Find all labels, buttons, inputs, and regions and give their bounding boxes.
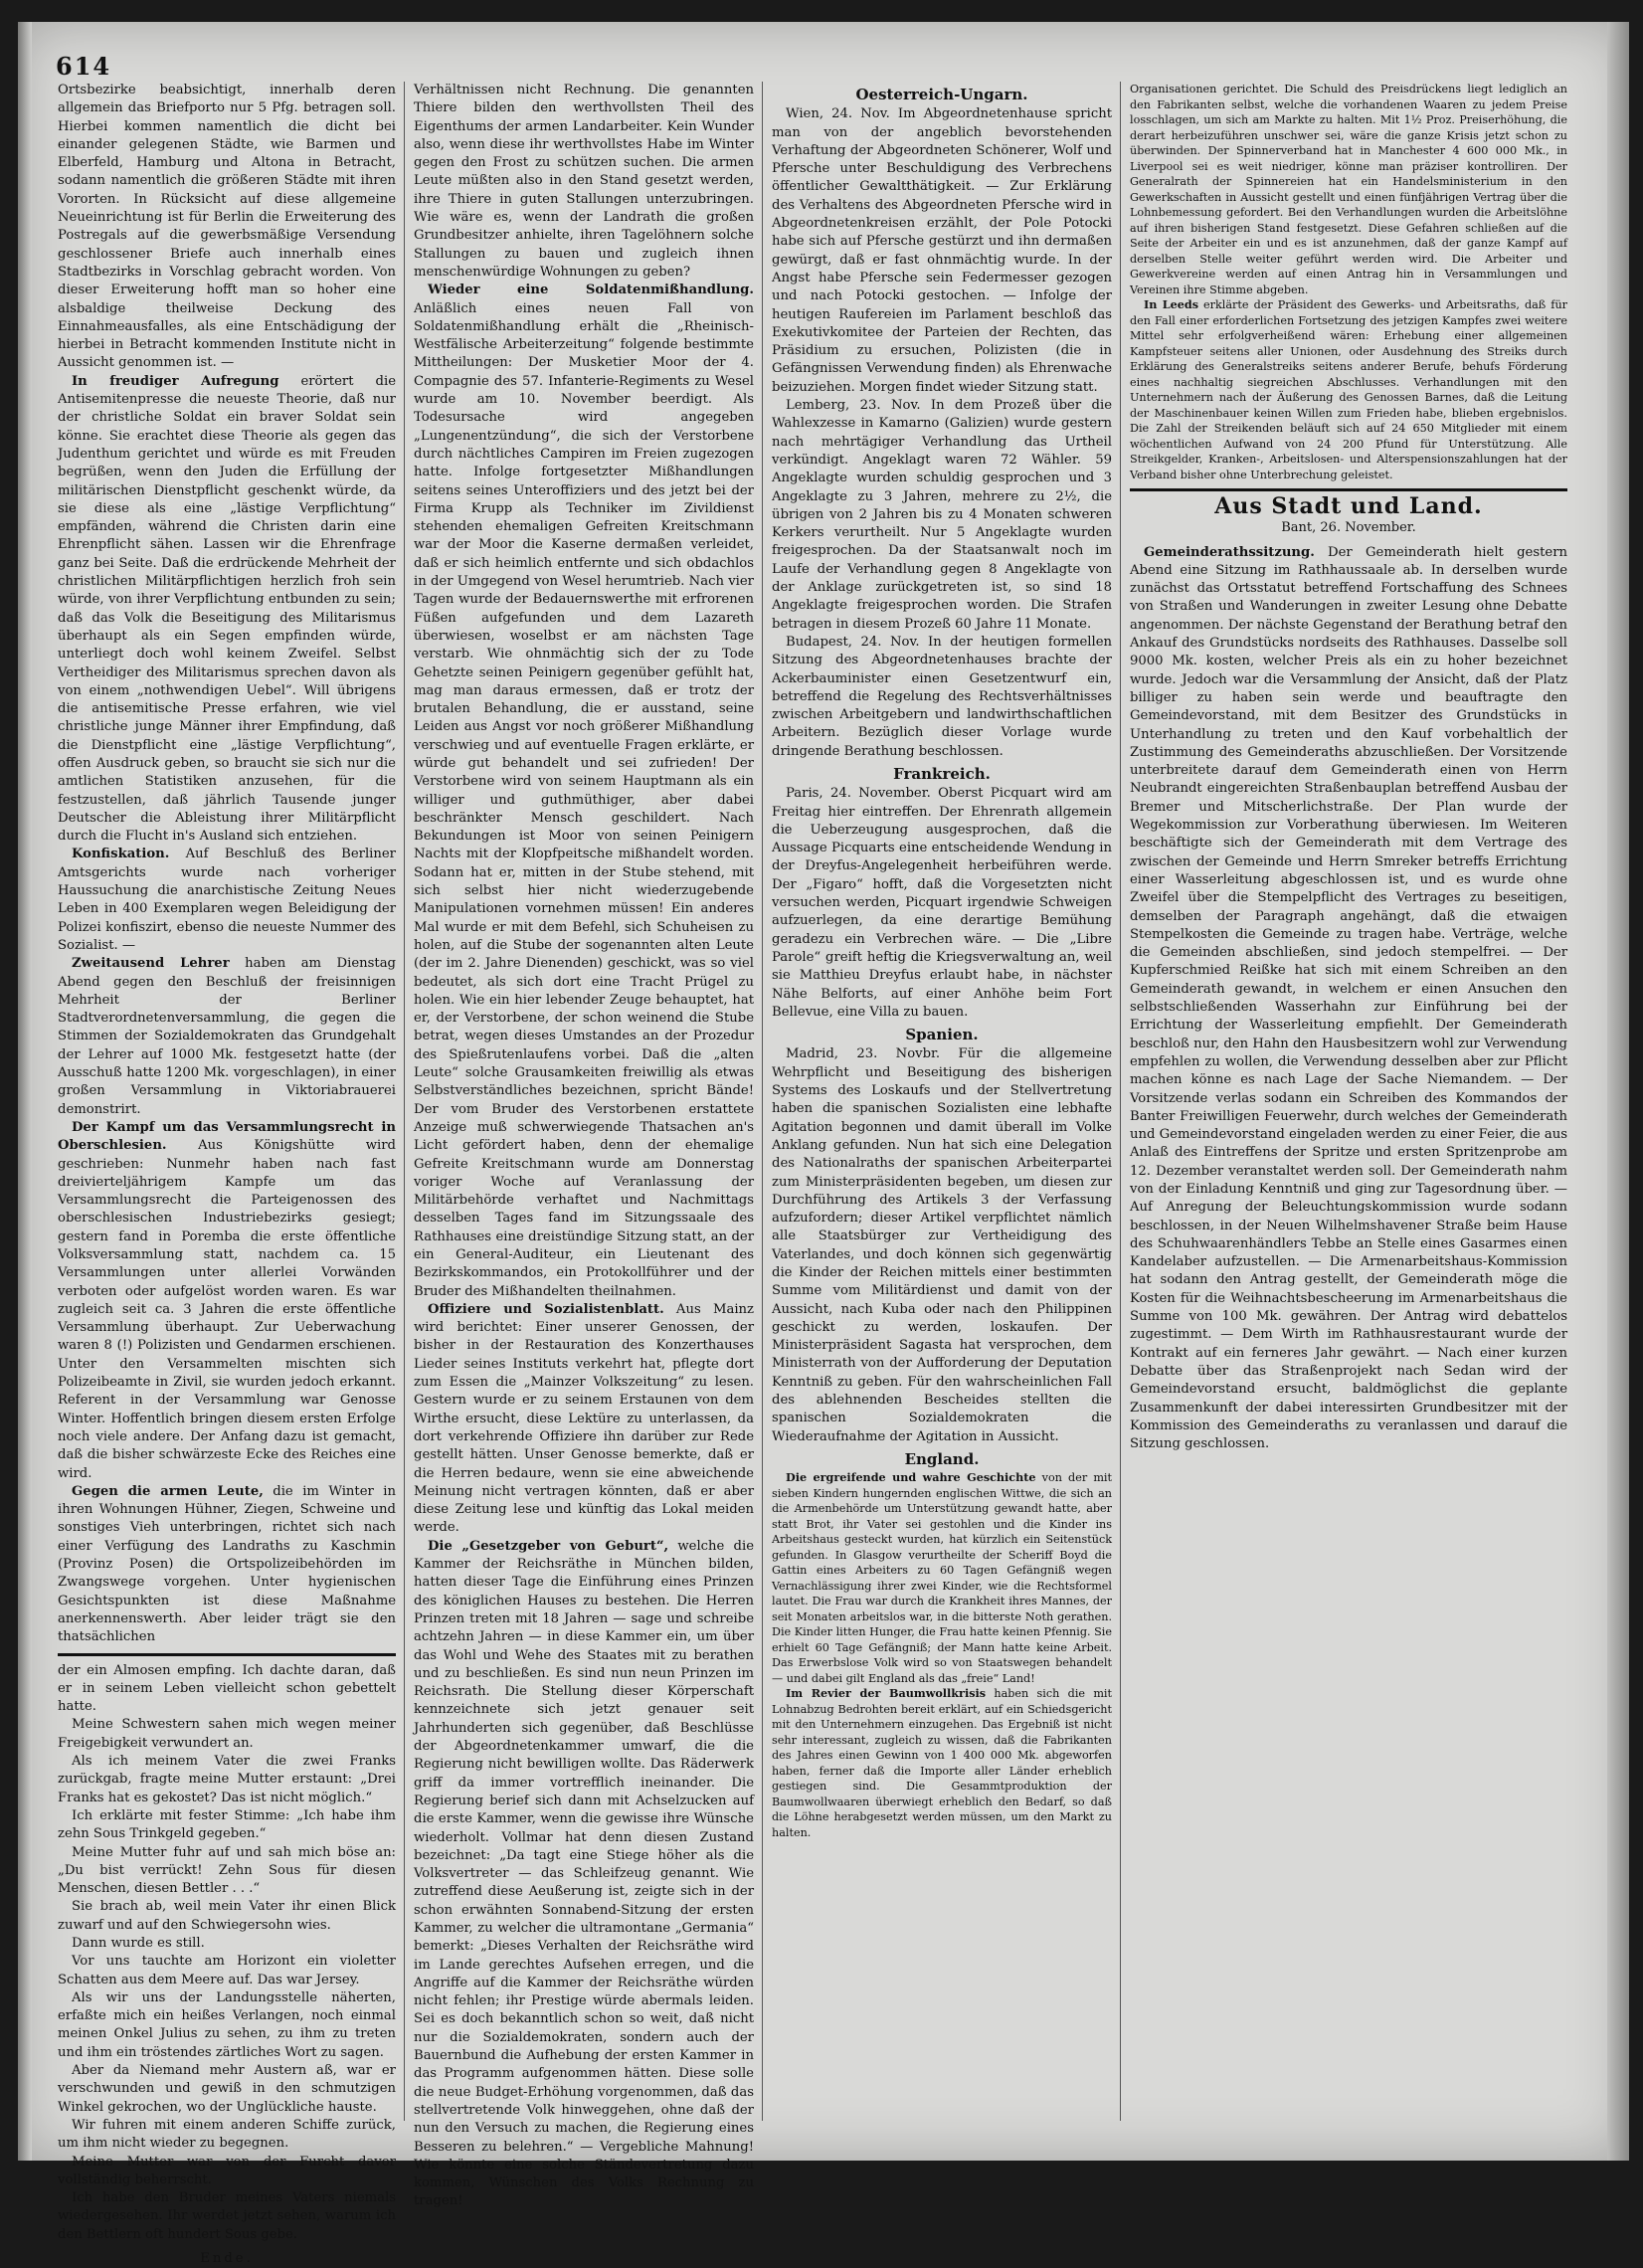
feuilleton-text: Dann wurde es still. [72,1935,205,1951]
feuilleton-text: Als wir uns der Landungsstelle näherten, erfaßte mich ein heißes Verlangen, noch einmal meinen Onkel Julius zu sehen, zu ihm zu treten und ihm ein tröstendes zärtliches Wort zu sagen. [58,1989,396,2060]
page-number: 614 [56,52,112,81]
news-item [772,1686,1112,1840]
section-heading: Spanien. [905,1026,979,1044]
article [414,282,754,1301]
news-item [772,1470,1112,1686]
feuilleton-text: Vor uns tauchte am Horizont ein violetter Schatten aus dem Meere auf. Das war Jersey. [58,1954,396,1987]
section-heading: Frankreich. [893,764,991,783]
scanned-page [18,22,1629,2267]
section-heading: Oesterreich-Ungarn. [855,86,1028,103]
page-left-edge [18,22,32,2161]
feuilleton-text: Meine Schwestern sahen mich wegen meiner Freigebigkeit verwundert an. [58,1717,396,1751]
article-text: welche die Kammer der Reichsräthe in München bilden, hatten dieser Tage die Einführung eines Prinzen des königlichen Hauses zu bestehen. Die Herren Prinzen treten mit 18 Jahren — sage und schreibe achtzehn Jahren — in diese Kammer ein, um über das Wohl und Wehe des Staates mit zu berathen und zu beschließen. Es sind nun neun Prinzen im Reichsrath. Die Stellung dieser Körperschaft kennzeichnete sich jetzt genauer seit Jahrhunderten sich gegenüber, daß Beschlüsse der Abgeordnetenkammer umwarf, die die Regierung nicht bewilligen wollte. Das Räderwerk griff da immer vortrefflich ineinander. Die Regierung berief sich dann mit Achselzucken auf die erste Kammer, wenn die gewisse ihre Wünsche wiederholt. Vollmar hat denn diesen Zustand bezeichnet: „Da tagt eine Stiege höher als die Volksvertreter — das Schleifzeug genannt. Wie zutreffend diese Aeußerung ist, zeigte sich in der schon erwähnten Sonnabend-Sitzung der ersten Kammer, zu welcher die ultramontane „Germania“ bemerkt: „Dieses Verhalten der Reichsräthe wird im Lande gerechtes Aufsehen erregen, und die Angriffe auf die Kammer der Reichsräthe würden nicht fehlen; ihr Prestige würde abermals leiden. Sei es doch bekanntlich schon so weit, daß nicht nur die Sozialdemokraten, sondern auch der Bauernbund die Aufhebung der ersten Kammer in das Programm aufgenommen hätten. Diese solle die neue Budget-Erhöhung vorgenommen, daß das stellvertretende Volk hinweggehen, ohne daß der nun den Versuch zu machen, die Regierung eines Besseren zu belehren.“ — Vergebliche Mahnung! Wie könnte eine solche Ständevertretung dazu kommen, Wünschen des Volks Rechnung zu tragen! [414,1538,755,2209]
column-divider [404,82,405,2121]
article-heading: Konfiskation. [72,847,170,862]
article [58,955,396,1119]
section-heading: England. [904,1449,980,1468]
article-text: Ortsbezirke beabsichtigt, innerhalb deren allgemein das Briefporto nur 5 Pfg. betragen soll. Hierbei kommen namentlich die dicht bei einander gelegenen Städte, wie Barmen und Elberfeld, Hamburg und Altona in Betracht, sodann namentlich die größeren Städte mit ihren Vororten. In Rücksicht auf diese allgemeine Neueinrichtung ist für Berlin die Erweiterung des Postregals auf die gewerbsmäßige Versendung geschlossener Briefe auch innerhalb eines Stadtbezirks in Vorschlag gebracht worden. Von dieser Erweiterung hofft man so hoher eine alsbaldige theilweise Deckung des Einnahmeausfalles, als eine Entschädigung der hierbei in Betracht kommenden Institute nicht in Aussicht genommen ist. — [58,83,396,371]
column-1 [58,82,396,2267]
feuilleton-text: Meine Mutter war von der Furcht davor vollständig beherrscht. [58,2154,396,2187]
column-divider [1120,82,1121,2121]
article-text: haben sich die mit Lohnabzug Bedrohten bereit erklärt, auf ein Schiedsgericht mit den Unternehmern einzugehen. Das Ergebniß ist nicht sehr interessant, zugleich zu wissen, daß die Fabrikanten des Jahres einen Gewinn von 1 400 000 Mk. abgeworfen haben, ferner daß die Importe aller Länder erheblich gestiegen sind. Die Gesammtproduktion der Baumwollwaaren überwiegt erheblich den Bedarf, so daß die Löhne herabgesetzt werden müssen, um den Markt zu halten. [772,1687,1113,1839]
article-heading: Gegen die armen Leute, [72,1483,264,1499]
article-heading: In freudiger Aufregung [72,373,279,389]
article [414,1301,754,1538]
news-item: Paris, 24. November. Oberst Picquart wird am Freitag hier eintreffen. Der Ehrenrath allgemein die Ueberzeugung ausgesprochen, daß die Aussage Picquarts eine entscheidende Wendung in der Dreyfus-Angelegenheit herbeiführen werde. Der „Figaro“ hofft, daß die Vorgesetzten nicht versuchen werden, Picquart irgendwie Schweigen aufzuerlegen, da eine derartige Bemühung geradezu ein Verbrechen wäre. — Die „Libre Parole“ greift heftig die Kriegsverwaltung an, weil sie Matthieu Dreyfus erlaubt habe, in nächster Nähe Belforts, auf einer Anhöhe beim Fort Bellevue, eine Villa zu bauen. [772,786,1112,1020]
feuilleton-text: Meine Mutter fuhr auf und sah mich böse an: „Du bist verrückt! Zehn Sous für diesen Menschen, diesen Bettler . . .“ [58,1844,396,1897]
article-text: Anläßlich eines neuen Fall von Soldatenmißhandlung erhält die „Rheinisch-Westfälische Arbeiterzeitung“ folgende bestimmte Mittheilungen: Der Musketier Moor der 4. Compagnie des 57. Infanterie-Regiments zu Wesel wurde am 10. November beerdigt. Als Todesursache wird angegeben „Lungenentzündung“, die sich der Verstorbene durch nächtliches Campiren im Freien zugezogen hatte. Infolge fortgesetzter Mißhandlungen seitens seines Unteroffiziers und des jetzt bei der Firma Krupp als Techniker im Zivildienst stehenden ehemaligen Gefreiten Kreitschmann war der Moor die Kaserne dermaßen verleidet, daß er sich heimlich entfernte und sich obdachlos in der Umgegend von Wesel herumtrieb. Nach vier Tagen wurde der Bedauernswerthe mit erfrorenen Füßen aufgefunden und dem Lazareth überwiesen, woselbst er am nächsten Tage verstarb. Wie ohnmächtig sich der zu Tode Gehetzte seinen Peinigern gegenüber gefühlt hat, mag man daraus ermessen, daß er trotz der brutalen Behandlung, die er ausstand, seine Leiden aus Angst vor noch größerer Mißhandlung verschwieg und auf eventuelle Fragen erklärte, er würde gut behandelt und sei zufrieden! Der Verstorbene wird von seinem Hauptmann als ein williger und guthmüthiger, aber dabei beschränkter Mensch geschildert. Nach Bekundungen ist Moor von seinen Peinigern Nachts mit der Klopfpeitsche mißhandelt worden. Sodann hat er, mitten in der Stube stehend, mit sich selbst hier nicht wiederzugebende Manipulationen vornehmen müssen! Ein anderes Mal wurde er mit dem Befehl, sich Schuheisen zu holen, auf die Stube der sogenannten alten Leute (der im 2. Jahre Dienenden) geschickt, was so viel bedeutet, als sich dort eine Tracht Prügel zu holen. Wie ein hier lebender Zeuge behauptet, hat er, der Verstorbene, der schon weinend die Stube betrat, wegen dieses Umstandes an der Prozedur des Spießrutenlaufens vorbei. Daß die „alten Leute“ solche Grausamkeiten freiwillig als etwas Selbstverständliches bezeichnen, spricht Bände! Der vom Bruder des Verstorbenen erstattete Anzeige muß schwerwiegende Thatsachen an's Licht gefördert haben, denn der ehemalige Gefreite Kreitschmann wurde am Donnerstag voriger Woche auf Veranlassung der Militärbehörde verhaftet und Nachmittags desselben Tages fand im Sitzungssaale des Rathhauses eine dreistündige Sitzung statt, an der ein General-Auditeur, ein Lieutenant des Bezirkskommandos, ein Protokollführer und der Bruder des Mißhandelten theilnahmen. [414,300,754,1299]
article-text: Aus Königshütte wird geschrieben: Nunmehr haben nach fast dreivierteljährigem Kampfe um das Versammlungsrecht die Parteigenossen des oberschlesischen Industriebezirks gesiegt; gestern fand in Poremba die erste öffentliche Volksversammlung statt, nachdem ca. 15 Versammlungen unter allerlei Vorwänden verboten oder aufgelöst worden waren. Es war zugleich seit ca. 3 Jahren die erste öffentliche Versammlung überhaupt. Zur Ueberwachung waren 8 (!) Polizisten und Gendarmen erschienen. Unter den Versammelten mischten sich Polizeibeamte in Zivil, sie wurden jedoch erkannt. Referent in der Versammlung war Genosse Winter. Hoffentlich bringen diesem ersten Erfolge noch viele andere. Der Anfang dazu ist gemacht, daß die bisher schwärzeste Ecke des Reiches eine wird. [58,1138,396,1481]
section-divider [58,1653,396,1656]
article [58,373,396,847]
column-4 [1130,82,1567,2131]
article-text: erklärte der Präsident des Gewerks- und Arbeitsraths, daß für den Fall einer erforderlichen Fortsetzung des jetzigen Kampfes zwei weitere Mittel sehr erfolgverheißend wären: Erhebung einer allgemeinen Kampfsteuer seitens aller Unionen, oder Ausdehnung des Streiks durch Erklärung des Generalstreiks seitens anderer Berufe, behufs Förderung eines nachhaltig siegreichen Abschlusses. Verhandlungen mit den Unternehmern nach der Äußerung des Genossen Barnes, daß die Leitung der Maschinenbauer keinen Willen zum Frieden habe, blieben ergebnislos. Die Zahl der Streikenden beläuft sich auf 24 650 Mitglieder mit einem wöchentlichen Aufwand von 24 200 Pfund für Unterstützung. Alle Streikgelder, Kranken-, Arbeitslosen- und Alterspensionszahlungen hat der Verband bisher ohne Unterbrechung geleistet. [1130,298,1567,481]
article-heading: Gemeinderathssitzung. [1144,544,1315,560]
article-heading: Die „Gesetzgeber von Geburt“, [428,1538,669,1554]
article-text: Auf Beschluß des Berliner Amtsgerichts wurde nach vorheriger Haussuchung die anarchistische Zeitung Neues Leben in 400 Exemplaren wegen Beleidigung der Polizei konfiszirt, ebenso die neueste Nummer des Sozialist. — [58,847,396,953]
article [1130,544,1567,1454]
section-divider [1130,488,1567,491]
article-text: Verhältnissen nicht Rechnung. Die genannten Thiere bilden den werthvollsten Theil des Eigenthums der armen Landarbeiter. Kein Wunder also, wenn diese ihr werthvollstes Habe im Winter gegen den Frost zu schützen suchen. Die armen Leute müßten also in den Stand gesetzt werden, ihre Thiere in guten Stallungen unterzubringen. Wie wäre es, wenn der Landrath die großen Grundbesitzer anhielte, ihren Tagelöhnern solche Stallungen zu bauen und zugleich ihnen menschenwürdige Wohnungen zu geben? [414,83,754,280]
news-item: Budapest, 24. Nov. In der heutigen formellen Sitzung des Abgeordnetenhauses brachte der Ackerbauminister einen Gesetzentwurf ein, betreffend die Regelung des Rechtsverhältnisses zwischen Arbeitgebern und landwirthschaftlichen Arbeitern. Bezüglich dieser Vorlage wurde dringende Berathung beschlossen. [772,634,1112,759]
feuilleton-text: der ein Almosen empfing. Ich dachte daran, daß er in seinem Leben vielleicht schon gebettelt hatte. [58,1662,396,1715]
feuilleton-text: Wir fuhren mit einem anderen Schiffe zurück, um ihm nicht wieder zu begegnen. [58,2117,396,2152]
article-heading: Wieder eine Soldatenmißhandlung. [428,283,754,298]
feuilleton-text: Sie brach ab, weil mein Vater ihr einen Blick zuwarf und auf den Schwiegersohn wies. [58,1899,396,1933]
news-item: Lemberg, 23. Nov. In dem Prozeß über die Wahlexzesse in Kamarno (Galizien) wurde gestern nach mehrtägiger Verhandlung das Urtheil verkündigt. Angeklagt waren 72 Wähler. 59 Angeklagte wurden schuldig gesprochen und 3 Angeklagte zu 3 Jahren, mehrere zu 2½, die übrigen von 2 Jahren bis zu 4 Monaten schweren Kerkers verurtheilt. Nur 5 Angeklagte wurden freigesprochen. Da der Staatsanwalt noch im Laufe der Verhandlung gegen 8 Angeklagte von der Anklage zurückgetreten ist, so sind 18 Angeklagte freigesprochen worden. Die Strafen betragen in diesem Prozeß 60 Jahre 11 Monate. [772,398,1112,632]
article-heading: Der Kampf um das Versammlungsrecht in Oberschlesien. [58,1119,396,1154]
article-text: Organisationen gerichtet. Die Schuld des Preisdrückens liegt lediglich an den Fabrikanten selbst, welche die vorhandenen Waaren zu jedem Preise losschlagen, um sich am Markte zu halten. Mit 1½ Proz. Preiserhöhung, die derart herbeizuführen unschwer sei, wäre die ganze Krisis jetzt schon zu überwinden. Der Spinnerverband hat in Manchester 4 600 000 Mk., in Liverpool sei es weit niedriger, könne man präziser kontrolliren. Der Generalrath der Spinnereien hat ein Handelsministerium in den Gewerkschaften in Aussicht gestellt und einen fünfjährigen Vertrag über die Lohnbemessung gefordert. Bei den Verhandlungen wurden die Arbeitslöhne auf ihren bisherigen Stand festgesetzt. Diese Gefahren schließen auf die Seite der Arbeiter ein und es ist anzunehmen, daß der ganze Kampf auf derselben Stelle weiter geführt werden wird. Die Arbeiter und Gewerkvereine werden auf einen Antrag hin in Versammlungen und Vereinen ihre Stimme abgeben. [1130,83,1567,296]
article-text: erörtert die Antisemitenpresse die neueste Theorie, daß nur der christliche Soldat ein braver Soldat sein könne. Sie erachtet diese Theorie als gegen das Judenthum gerichtet und würde es mit Freuden begrüßen, wenn den Juden die Erfüllung der militärischen Dienstpflicht geschenkt würde, da sie diese als eine „lästige Verpflichtung“ empfänden, während die Christen darin eine Ehrenpflicht sähen. Lassen wir die Ehrenfrage ganz bei Seite. Daß die erdrückende Mehrheit der christlichen Militärpflichtigen herzlich froh sein würde, von ihrer Verpflichtung entbunden zu sein; daß das Volk die Beseitigung des Militarismus überhaupt als ein Segen empfinden würde, unterliegt doch wohl keinem Zweifel. Selbst Vertheidiger des Militarismus sprechen davon als von einem „nothwendigen Uebel“. Will übrigens die antisemitische Presse erfahren, wie viel christliche junge Männer ihrer Empfindung, daß die Dienstpflicht eine „lästige Verpflichtung“, offen Ausdruck geben, so braucht sie sich nur die amtlichen Statistiken anzusehen, für die festzustellen, daß jährlich Tausende junger Deutscher die Ableistung ihrer Militärpflicht durch die Flucht in's Ausland sich entziehen. [58,373,396,845]
article-text: haben am Dienstag Abend gegen den Beschluß der freisinnigen Mehrheit der Berliner Stadtverordnetenversammlung, die gegen die Stimmen der Sozialdemokraten das Grundgehalt der Lehrer auf 1000 Mk. festgesetzt hatte (der Ausschuß hatte 1200 Mk. vorgeschlagen), in einer großen Versammlung in Viktoriabrauerei demonstrirt. [58,956,396,1117]
article [58,1483,396,1647]
article-text: die im Winter in ihren Wohnungen Hühner, Ziegen, Schweine und sonstiges Vieh unterbringen, richtet sich nach einer Verfügung des Landraths zu Kaschmin (Provinz Posen) die Ortspolizeibehörden im Zwangswege vorgehen. Unter hygienischen Gesichtspunkten ist diese Maßnahme anerkennenswerth. Aber leider trägt sie den thatsächlichen [58,1483,396,1645]
dateline: Bant, 26. November. [1281,520,1416,536]
feuilleton-text: Ich erklärte mit fester Stimme: „Ich habe ihm zehn Sous Trinkgeld gegeben.“ [58,1807,396,1842]
article [58,1119,396,1483]
feuilleton-end: Ende. [200,2251,254,2267]
article [58,846,396,955]
feuilleton-text: Als ich meinem Vater die zwei Franks zurückgab, fragte meine Mutter erstaunt: „Drei Franks hat es gekostet? Das ist nicht möglich.“ [58,1754,396,1805]
feuilleton-text: Aber da Niemand mehr Austern aß, war er verschwunden und gewiß in den schmutzigen Winkel gekrochen, wo der Unglückliche hauste. [58,2063,396,2115]
local-news-masthead: Aus Stadt und Land. [1214,493,1483,519]
news-item: Wien, 24. Nov. Im Abgeordnetenhause spricht man von der angeblich bevorstehenden Verhaftung der Abgeordneten Schönerer, Wolf und Pfersche unter Beschuldigung des Verbrechens öffentlicher Gewaltthätigkeit. — Zur Erklärung des Verhaltens des Abgeordneten Pfersche wird in Abgeordnetenkreisen erzählt, der Pole Potocki habe sich auf Pfersche gestürzt und ihn dermaßen gewürgt, daß er fast ohnmächtig wurde. In der Angst habe Pfersche sein Federmesser gezogen und nach Potocki gestochen. — Infolge der heutigen Raufereien im Parlament beschloß das Exekutivkomitee der Parteien der Rechten, das Präsidium zu ersuchen, Polizisten (die in Gefängnissen Verwendung finden) als Ehrenwache beizuziehen. Morgen findet wieder Sitzung statt. [772,106,1112,395]
column-divider [762,82,763,2121]
article-text: Aus Mainz wird berichtet: Einer unserer Genossen, der bisher in der Restauration des Konzerthauses Lieder seines Instituts verkehrt hat, pflegte dort zum Essen die „Mainzer Volkszeitung“ zu lesen. Gestern wurde er zu seinem Erstaunen von dem Wirthe ersucht, diese Lektüre zu unterlassen, da dort verkehrende Offiziere ihn darüber zur Rede gestellt hätten. Unser Genosse bemerkte, daß er die Herren bedaure, wenn sie eine abweichende Meinung nicht vertragen könnten, daß er aber diese Zeitung lese und künftig das Lokal meiden werde. [414,1301,754,1536]
feuilleton-text: Ich habe den Bruder meines Vaters niemals wiedergesehen. Ihr werdet jetzt sehen, warum ich den Bettlern oft hundert Sous gebe. [58,2190,396,2242]
article-heading: Im Revier der Baumwollkrisis [786,1686,987,1701]
article-text: Der Gemeinderath hielt gestern Abend eine Sitzung im Rathhaussaale ab. In derselben wurde zunächst das Ortsstatut betreffend Fortschaffung des Schnees von Straßen und Wanderungen in zweiter Lesung ohne Debatte angenommen. Der nächste Gegenstand der Berathung betraf den Ankauf des Grundstücks nordseits des Rathhauses. Dasselbe soll 9000 Mk. kosten, welcher Preis als ein zu hoher bezeichnet wurde. Jedoch war die Versammlung der Ansicht, daß der Platz billiger zu haben sein werde und beauftragte den Gemeindevorstand, mit dem Besitzer des Grundstücks in Unterhandlung zu treten und den Kauf vorbehaltlich der Zustimmung des Gemeinderaths abzuschließen. Der Vorsitzende unterbreitete darauf dem Gemeinderath einen von Herrn Neubrandt eingereichten Straßenbauplan betreffend Ausbau der Bremer und Mitscherlichstraße. Der Plan wurde der Wegekommission zur Vorberathung überwiesen. Im Weiteren beschäftigte sich der Gemeinderath mit dem Vertrage des zwischen der Gemeinde und Herrn Smreker betreffs Errichtung einer Wasserleitung abgeschlossen ist, und es wurde ohne Zweifel über die Stempelpflicht des Vertrages zu beseitigen, demselben der Paragraph angehängt, daß die etwaigen Stempelkosten die Gemeinde zu tragen habe. Verträge, welche die Gemeinden abschließen, sind jedoch stempelfrei. — Der Kupferschmied Reißke hat sich mit einem Schreiben an den Gemeinderath gewandt, in welchem er einen Ansuchen den selbstschließenden Wasserhahn zur Einführung bei der Errichtung der Wasserleitung empfiehlt. Der Gemeinderath beschloß nur, den Hahn den Hausbesitzern wohl zur Verwendung empfehlen zu wollen, die Verwendung desselben aber zur Pflicht machen könne es nach Lage der Sache Niemandem. — Der Vorsitzende verlas sodann ein Schreiben des Kommandos der Banter Freiwilligen Feuerwehr, durch welches der Gemeinderath und Gemeindevorstand eingeladen werden zu einer Feier, die aus Anlaß des Eintreffens der Spritze und ersten Spritzenprobe am 12. Dezember veranstaltet werden soll. Der Gemeinderath nahm von der Einladung Kenntniß und ging zur Tagesordnung über. — Auf Anregung der Beleuchtungskommission wurde sodann beschlossen, in der Neuen Wilhelmshavener Straße beim Hause des Schuhwaarenhändlers Tebbe an Stelle eines Gasarmes einen Kandelaber aufzustellen. — Die Armenarbeitshaus-Kommission hat sodann den Antrag gestellt, der Gemeinderath möge die Kosten für die Weihnachtsbescheerung im Armenarbeitshaus die Summe von 100 Mk. gewähren. Der Antrag wird debattelos zugestimmt. — Dem Wirth im Rathhausrestaurant wurde der Kontrakt auf ein ferneres Jahr gewährt. — Nach einer kurzen Debatte über das Straßenprojekt nach Sedan wird der Gemeindevorstand ersucht, baldmöglichst die geplante Zusammenkunft der dabei interessirten Grundbesitzer mit der Kommission des Gemeinderaths zu veranlassen und darauf die Sitzung geschlossen. [1130,544,1567,1452]
article-heading: Die ergreifende und wahre Geschichte [786,1470,1036,1485]
article [414,1538,754,2211]
article-heading: In Leeds [1144,297,1198,311]
column-3 [772,82,1112,2131]
news-item: Madrid, 23. Novbr. Für die allgemeine Wehrpflicht und Beseitigung des bisherigen Systems des Loskaufs und der Stellvertretung haben die spanischen Sozialisten eine lebhafte Agitation begonnen und damit überall im Volke Anklang gefunden. Nun hat sich eine Delegation des Nationalraths der spanischen Arbeiterpartei zum Ministerpräsidenten begeben, um diesen zur Durchführung des Artikels 3 der Verfassung aufzufordern; dieser Artikel verpflichtet nämlich alle Staatsbürger zur Vertheidigung des Vaterlandes, und doch können sich gegenwärtig die Kinder der Reichen mittels einer bestimmten Summe vom Militärdienst und damit von der Aussicht, nach Kuba oder nach den Philippinen geschickt zu werden, loskaufen. Der Ministerpräsident Sagasta hat versprochen, dem Ministerrath von der Aufforderung der Deputation Kenntniß zu geben. Für den wahrscheinlichen Fall des ablehnenden Bescheides stellten die spanischen Sozialdemokraten die Wiederaufnahme der Agitation in Aussicht. [772,1046,1112,1444]
column-2 [414,82,755,2209]
article-text: von der mit sieben Kindern hungernden englischen Wittwe, die sich an die Armenbehörde um Unterstützung gewandt hatte, aber statt Brot, ihr Vater sei gestohlen und die Kinder ins Arbeitshaus gesteckt wurden, hat kürzlich ein Seitenstück gefunden. In Glasgow verurtheilte der Scheriff Boyd die Gattin eines Arbeiters zu 60 Tagen Gefängniß wegen Vernachlässigung ihrer zwei Kinder, wie die Rechtsformel lautet. Die Frau war durch die Krankheit ihres Mannes, der seit Monaten arbeitslos war, in die bitterste Noth gerathen. Die Kinder litten Hunger, die Frau hatte keinen Pfennig. Sie erhielt 60 Tage Gefängniß; der Mann hatte keine Arbeit. Das Erwerbslose Volk wird so von Staatswegen behandelt — und dabei gilt England als das „freie“ Land! [772,1471,1112,1685]
article-heading: Zweitausend Lehrer [72,956,230,972]
article [1130,297,1567,482]
newspaper-page [48,42,1619,2267]
article-heading: Offiziere und Sozialistenblatt. [428,1301,664,1317]
